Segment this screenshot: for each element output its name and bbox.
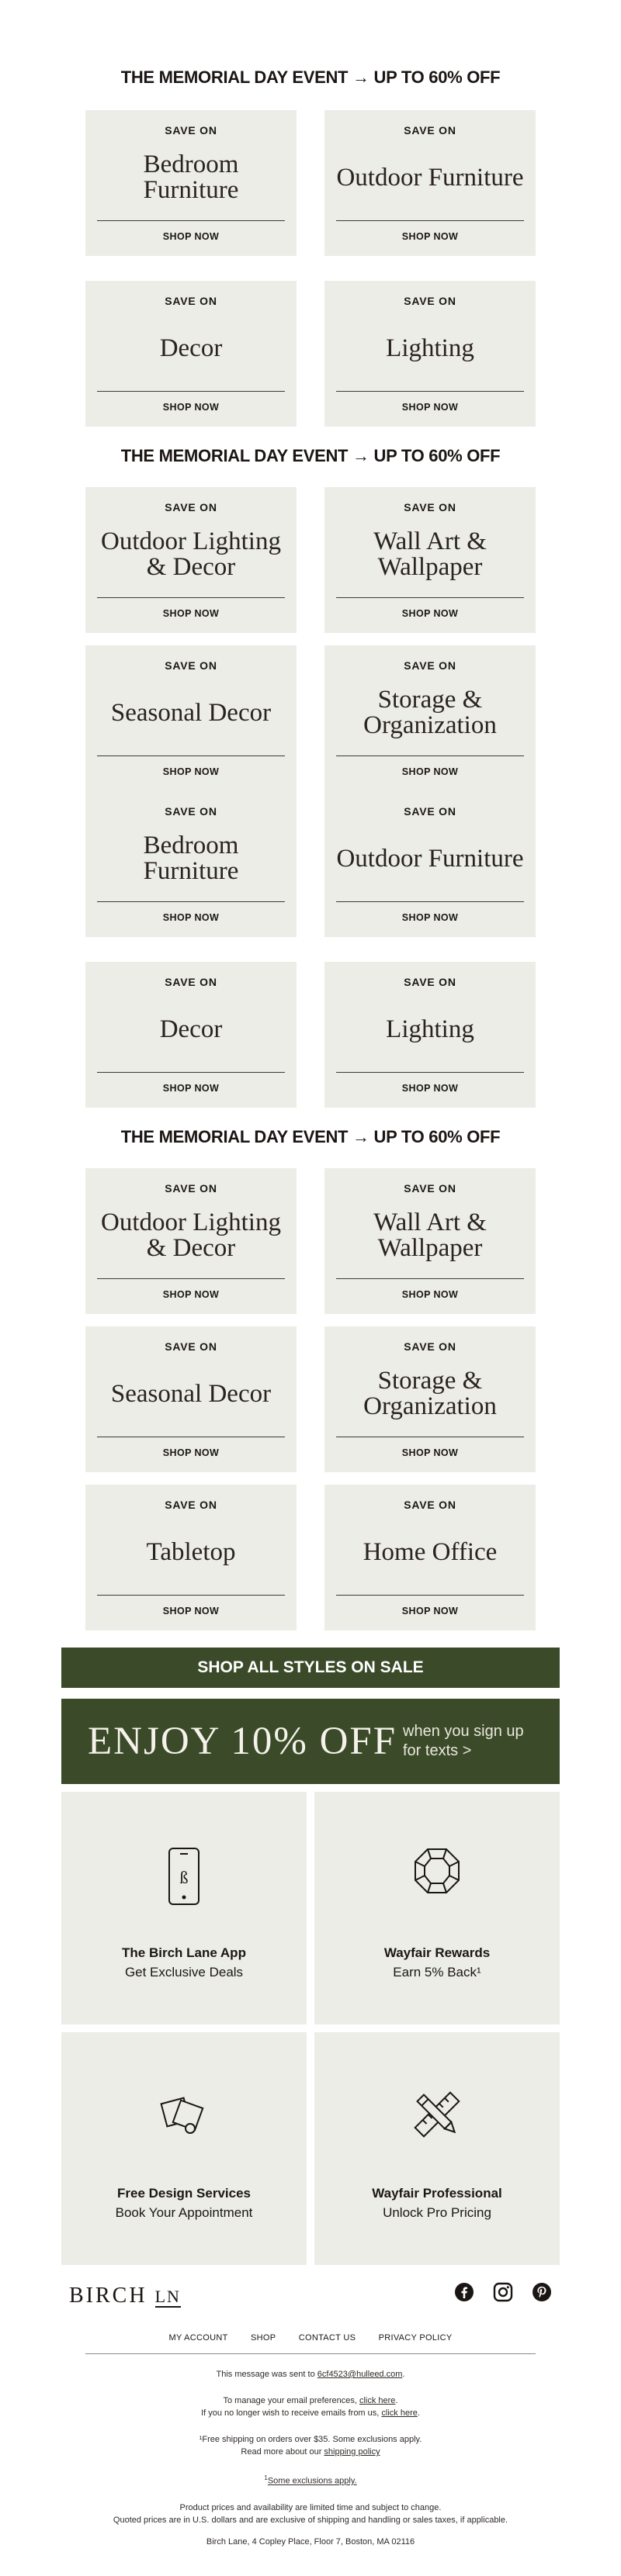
category-grid-c2	[85, 1326, 536, 1472]
tile-title: Outdoor Furniture	[336, 163, 524, 192]
save-label: SAVE ON	[404, 976, 456, 988]
shop-now-label: SHOP NOW	[401, 1606, 459, 1616]
ruler-pencil-icon	[314, 2087, 560, 2142]
save-label: SAVE ON	[404, 1182, 456, 1195]
save-label: SAVE ON	[404, 659, 456, 672]
save-label: SAVE ON	[165, 295, 217, 307]
manage-preferences-link[interactable]: click here	[359, 2396, 396, 2405]
tile-title: Seasonal Decor	[110, 698, 272, 727]
sms-line-2: for texts >	[403, 1742, 472, 1759]
shop-now-label: SHOP NOW	[162, 1289, 220, 1300]
sent-to-line	[0, 2368, 621, 2381]
category-grid-b3	[85, 791, 536, 937]
shop-all-sale-button[interactable]: SHOP ALL STYLES ON SALE	[61, 1648, 560, 1688]
tile-title: Lighting	[386, 1015, 474, 1043]
tile-seasonal-decor[interactable]	[85, 1326, 297, 1472]
tile-title: Home Office	[363, 1537, 498, 1566]
tile-bedroom-furniture[interactable]	[85, 791, 297, 937]
tile-rule	[97, 1595, 285, 1596]
tile-outdoor-furniture[interactable]	[324, 791, 536, 937]
shop-now-label: SHOP NOW	[401, 766, 459, 777]
category-grid-b1	[85, 487, 536, 633]
unsubscribe-line	[0, 2407, 621, 2419]
category-grid-a	[85, 110, 536, 256]
tile-title: Bedroom Furniture	[143, 832, 239, 885]
exclusions-link[interactable]: Some exclusions apply.	[267, 2476, 357, 2486]
tile-bedroom-furniture[interactable]	[85, 110, 297, 256]
price-disclaimer-1: Product prices and availability are limited time and subject to change.	[179, 2502, 442, 2512]
unsub-prefix: If you no longer wish to receive emails from us,	[201, 2408, 382, 2418]
social-links	[454, 2282, 552, 2302]
category-grid-a2	[85, 281, 536, 427]
sent-suffix: .	[402, 2370, 405, 2379]
category-grid-b4	[85, 962, 536, 1108]
perk-birch-lane-app[interactable]	[61, 1792, 307, 2024]
event-heading: THE MEMORIAL DAY EVENT → UP TO 60% OFF	[120, 67, 501, 87]
shop-now-label: SHOP NOW	[401, 231, 459, 242]
save-label: SAVE ON	[404, 1340, 456, 1353]
footer-nav	[85, 2325, 536, 2353]
shop-now-label: SHOP NOW	[401, 912, 459, 923]
shipping-note: ¹Free shipping on orders over $35. Some exclusions apply.	[199, 2435, 422, 2444]
tile-outdoor-lighting-decor[interactable]	[85, 487, 297, 633]
nav-my-account[interactable]: MY ACCOUNT	[168, 2333, 228, 2343]
tile-title: Storage & Organization	[363, 1367, 497, 1420]
shop-now-label: SHOP NOW	[401, 1289, 459, 1300]
tile-outdoor-furniture[interactable]	[324, 110, 536, 256]
perks-grid	[61, 1792, 560, 2265]
logo-wordmark: BIRCH	[69, 2284, 147, 2308]
gem-icon	[314, 1846, 560, 1896]
tile-storage-organization[interactable]	[324, 1326, 536, 1472]
sms-signup-banner[interactable]	[61, 1699, 560, 1784]
event-heading: THE MEMORIAL DAY EVENT → UP TO 60% OFF	[120, 1127, 501, 1146]
category-grid-c3	[85, 1485, 536, 1630]
tile-wall-art-wallpaper[interactable]	[324, 1168, 536, 1314]
tile-title: Wall Art & Wallpaper	[373, 1208, 487, 1262]
tile-rule	[97, 1072, 285, 1073]
perk-wayfair-professional[interactable]	[314, 2032, 560, 2265]
unsub-suffix: .	[417, 2408, 420, 2418]
nav-shop[interactable]: SHOP	[251, 2333, 276, 2343]
shop-now-label: SHOP NOW	[401, 1447, 459, 1458]
tile-rule	[336, 901, 524, 902]
tile-title: Decor	[159, 334, 223, 362]
tile-rule	[336, 220, 524, 221]
shop-now-label: SHOP NOW	[162, 231, 220, 242]
nav-privacy-policy[interactable]: PRIVACY POLICY	[378, 2333, 453, 2343]
shop-now-label: SHOP NOW	[162, 1083, 220, 1094]
save-label: SAVE ON	[404, 1499, 456, 1511]
save-label: SAVE ON	[165, 1340, 217, 1353]
tile-title: Bedroom Furniture	[143, 150, 239, 204]
save-label: SAVE ON	[404, 805, 456, 818]
perk-title: Free Design Services	[117, 2186, 251, 2201]
perk-subtitle: Get Exclusive Deals	[124, 1965, 244, 1980]
pinterest-icon[interactable]	[532, 2282, 552, 2302]
shop-now-label: SHOP NOW	[162, 1447, 220, 1458]
perk-subtitle: Book Your Appointment	[115, 2205, 253, 2220]
tile-lighting[interactable]	[324, 281, 536, 427]
tile-decor[interactable]	[85, 962, 297, 1108]
exclusions-line	[0, 2472, 621, 2488]
logo-ln: LN	[154, 2287, 181, 2306]
tile-rule	[97, 597, 285, 598]
nav-contact-us[interactable]: CONTACT US	[298, 2333, 356, 2343]
tile-title: Outdoor Lighting & Decor	[101, 527, 281, 581]
save-label: SAVE ON	[165, 659, 217, 672]
category-grid-b2	[85, 645, 536, 791]
tile-lighting[interactable]	[324, 962, 536, 1108]
shipping-policy-link[interactable]: shipping policy	[324, 2447, 380, 2457]
shop-now-label: SHOP NOW	[401, 1083, 459, 1094]
price-disclaimer-2: Quoted prices are in U.S. dollars and are exclusive of shipping and handling or sales taxes, if applicable.	[113, 2515, 508, 2525]
perk-subtitle: Unlock Pro Pricing	[383, 2205, 491, 2220]
tile-title: Storage & Organization	[363, 686, 497, 739]
perk-title: Wayfair Rewards	[383, 1945, 491, 1960]
shop-now-label: SHOP NOW	[162, 608, 220, 619]
sent-prefix: This message was sent to	[216, 2370, 317, 2379]
tile-title: Tabletop	[146, 1537, 236, 1566]
save-label: SAVE ON	[165, 976, 217, 988]
tile-rule	[97, 220, 285, 221]
swatches-icon	[61, 2087, 307, 2142]
sms-subtext	[403, 1722, 524, 1761]
shipping-policy-line	[0, 2446, 621, 2458]
tile-rule	[336, 597, 524, 598]
save-label: SAVE ON	[165, 805, 217, 818]
shop-now-label: SHOP NOW	[162, 766, 220, 777]
tile-title: Outdoor Furniture	[336, 844, 524, 873]
prefs-suffix: .	[395, 2396, 398, 2405]
shop-now-label: SHOP NOW	[162, 1606, 220, 1616]
tile-outdoor-lighting-decor[interactable]	[85, 1168, 297, 1314]
perk-subtitle: Earn 5% Back¹	[393, 1965, 481, 1980]
perk-title: Wayfair Professional	[372, 2186, 502, 2201]
shop-now-label: SHOP NOW	[162, 912, 220, 923]
shop-now-label: SHOP NOW	[162, 402, 220, 413]
tile-rule	[336, 1072, 524, 1073]
perk-free-design-services[interactable]	[61, 2032, 307, 2265]
tile-title: Seasonal Decor	[110, 1379, 272, 1408]
prefs-prefix: To manage your email preferences,	[223, 2396, 359, 2405]
shop-now-label: SHOP NOW	[401, 402, 459, 413]
tile-home-office[interactable]	[324, 1485, 536, 1630]
tile-seasonal-decor[interactable]	[85, 645, 297, 791]
tile-title: Decor	[159, 1015, 223, 1043]
tile-decor[interactable]	[85, 281, 297, 427]
save-label: SAVE ON	[165, 124, 217, 137]
preferences-line	[0, 2394, 621, 2407]
sms-line-1: when you sign up	[403, 1723, 524, 1740]
unsubscribe-link[interactable]: click here	[381, 2408, 418, 2418]
phone-app-icon	[61, 1846, 307, 1907]
instagram-icon[interactable]	[493, 2282, 513, 2302]
tile-rule	[97, 901, 285, 902]
tile-rule	[336, 1595, 524, 1596]
tile-title: Wall Art & Wallpaper	[373, 527, 487, 581]
event-heading: THE MEMORIAL DAY EVENT → UP TO 60% OFF	[120, 446, 501, 465]
tile-title: Lighting	[386, 334, 474, 362]
footer-top	[61, 2273, 560, 2316]
tile-storage-organization[interactable]	[324, 645, 536, 791]
tile-title: Outdoor Lighting & Decor	[101, 1208, 281, 1262]
tile-rule	[97, 391, 285, 392]
save-label: SAVE ON	[404, 295, 456, 307]
tile-rule	[336, 1278, 524, 1279]
company-address: Birch Lane, 4 Copley Place, Floor 7, Boston, MA 02116	[206, 2536, 415, 2547]
svg-text:ß: ß	[179, 1868, 189, 1887]
exclusions-sup: 1	[264, 2474, 268, 2481]
save-label: SAVE ON	[165, 501, 217, 513]
shop-now-label: SHOP NOW	[401, 608, 459, 619]
category-grid-c1	[85, 1168, 536, 1314]
tile-wall-art-wallpaper[interactable]	[324, 487, 536, 633]
save-label: SAVE ON	[165, 1499, 217, 1511]
perk-wayfair-rewards[interactable]	[314, 1792, 560, 2024]
perk-title: The Birch Lane App	[122, 1945, 246, 1960]
recipient-email-link[interactable]: 6cf4523@hulleed.com	[317, 2370, 403, 2379]
shipping-prefix: Read more about our	[241, 2447, 324, 2457]
tile-tabletop[interactable]	[85, 1485, 297, 1630]
facebook-icon[interactable]	[454, 2282, 474, 2302]
brand-logo[interactable]	[69, 2284, 181, 2308]
save-label: SAVE ON	[165, 1182, 217, 1195]
sms-headline: ENJOY 10% OFF	[88, 1720, 397, 1763]
save-label: SAVE ON	[404, 501, 456, 513]
tile-rule	[336, 391, 524, 392]
tile-rule	[97, 1278, 285, 1279]
top-spacer	[0, 0, 621, 56]
save-label: SAVE ON	[404, 124, 456, 137]
